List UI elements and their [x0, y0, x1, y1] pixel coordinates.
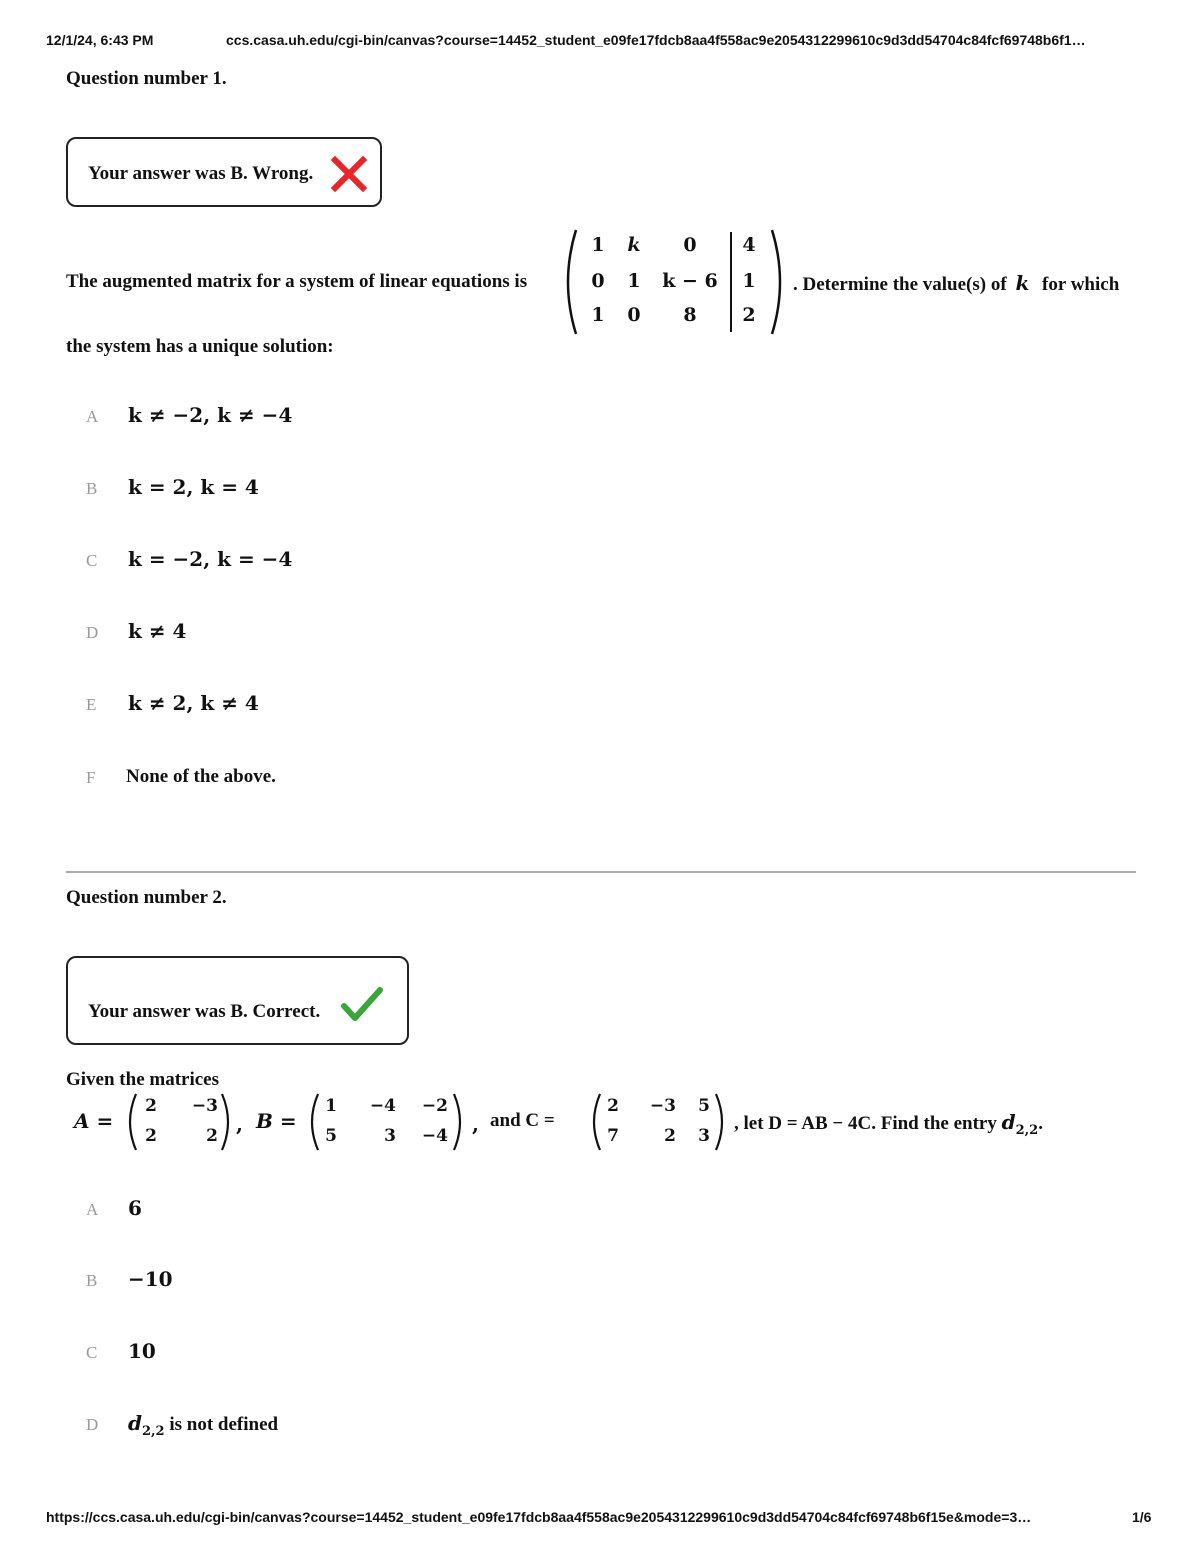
matrix-cell: −4 [421, 1126, 448, 1146]
matrix-cell: −3 [649, 1096, 676, 1116]
matrix-b [306, 1092, 470, 1154]
option-c-text: 10 [128, 1339, 156, 1363]
question-1-prompt-start: The augmented matrix for a system of linear equations is [66, 271, 528, 292]
right-paren [452, 1092, 466, 1152]
right-paren [768, 228, 790, 336]
matrix-cell: 2 [145, 1126, 157, 1146]
matrix-cell: −2 [421, 1096, 448, 1116]
question-2-result-text: Your answer was B. Correct. [88, 1001, 321, 1022]
matrix-cell: 2 [607, 1096, 619, 1116]
option-b-text: −10 [128, 1267, 173, 1291]
option-f-text: None of the above. [126, 766, 276, 787]
comma: , [472, 1112, 479, 1136]
matrix-cell: 3 [698, 1126, 710, 1146]
augmented-matrix [558, 226, 790, 338]
option-e-text: k ≠ 2, k ≠ 4 [128, 691, 259, 715]
matrix-cell: k [627, 234, 641, 256]
matrix-cell: k − 6 [662, 270, 718, 292]
matrix-cell: 5 [325, 1126, 337, 1146]
question-1-prompt-end: the system has a unique solution: [66, 336, 334, 357]
matrix-cell: 0 [683, 234, 697, 256]
question-2-given: Given the matrices [66, 1069, 220, 1090]
question-1-result-text: Your answer was B. Wrong. [88, 163, 314, 184]
question-1-prompt-mid: . Determine the value(s) of k for which [793, 271, 1120, 295]
option-d-text: $d_{2,2}$ is not defined [128, 1411, 279, 1439]
option-a-text: 6 [128, 1196, 142, 1220]
matrix-cell: 8 [683, 304, 697, 326]
matrix-cell: −4 [369, 1096, 396, 1116]
matrix-cell: 0 [591, 270, 605, 292]
matrix-cell: 1 [591, 234, 605, 256]
augment-bar [730, 232, 732, 332]
matrix-cell: 1 [325, 1096, 337, 1116]
matrix-cell: 2 [145, 1096, 157, 1116]
option-b-text: k = 2, k = 4 [128, 475, 259, 499]
entry-d22: $d_{2,2}$ [1001, 1110, 1039, 1138]
matrix-cell: 2 [206, 1126, 218, 1146]
matrix-cell: 7 [607, 1126, 619, 1146]
question-2-prompt-end: , let D = AB − 4C. Find the entry $d_{2,2}$. [734, 1110, 1043, 1138]
page-number: 1/6 [1132, 1509, 1152, 1525]
matrix-cell: 1 [591, 304, 605, 326]
option-c-text: k = −2, k = −4 [128, 547, 293, 571]
matrix-cell: 1 [627, 270, 641, 292]
right-paren [220, 1092, 234, 1152]
left-paren [588, 1092, 602, 1152]
matrix-cell: 3 [384, 1126, 396, 1146]
question-1-title: Question number 1. [66, 68, 227, 89]
matrix-cell: −3 [191, 1096, 218, 1116]
check-icon [340, 986, 384, 1024]
matrix-cell: 0 [627, 304, 641, 326]
option-a-text: k ≠ −2, k ≠ −4 [128, 403, 293, 427]
comma: , [236, 1112, 243, 1136]
label-b: B = [256, 1109, 297, 1133]
left-paren [558, 228, 580, 336]
matrix-cell: 5 [698, 1096, 710, 1116]
print-url[interactable]: ccs.casa.uh.edu/cgi-bin/canvas?course=14452_student_e09fe17fdcb8aa4f558ac9e2054312299610c9d3dd54704c84fcf69748b6f1… [226, 32, 1086, 48]
question-2-result-box [66, 956, 409, 1045]
cross-icon [330, 155, 368, 193]
right-paren [714, 1092, 728, 1152]
label-a: A = [74, 1109, 114, 1133]
print-datetime: 12/1/24, 6:43 PM [46, 32, 154, 48]
matrix-c [588, 1092, 732, 1154]
question-1-result-box [66, 137, 382, 207]
label-and-c: and C = [490, 1110, 555, 1131]
variable-k: k [1015, 271, 1030, 295]
footer-url[interactable]: https://ccs.casa.uh.edu/cgi-bin/canvas?course=14452_student_e09fe17fdcb8aa4f558ac9e2054312299610c9d3dd54704c84fcf69748b6f15e&mode=3… [46, 1509, 1032, 1525]
matrix-cell: 1 [742, 270, 756, 292]
matrix-cell: 2 [664, 1126, 676, 1146]
matrix-cell: 4 [742, 234, 756, 256]
matrix-a [124, 1092, 234, 1154]
left-paren [306, 1092, 320, 1152]
left-paren [124, 1092, 138, 1152]
option-d-text: k ≠ 4 [128, 619, 187, 643]
question-divider [66, 871, 1136, 873]
matrix-cell: 2 [742, 304, 756, 326]
question-2-title: Question number 2. [66, 887, 227, 908]
